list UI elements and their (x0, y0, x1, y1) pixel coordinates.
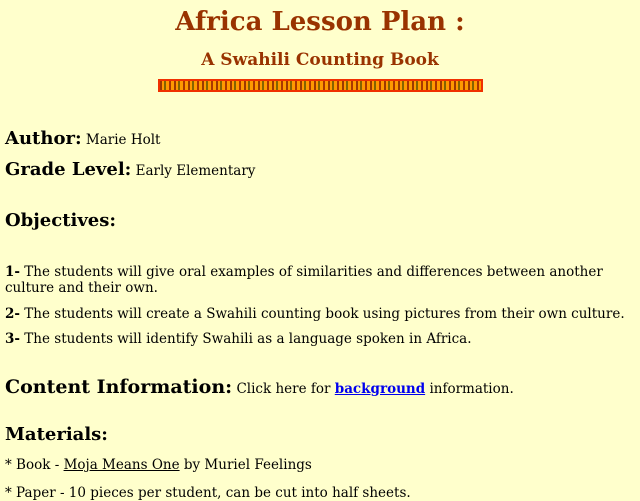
objectives-list (5, 264, 635, 348)
objective-item (5, 264, 635, 297)
objective-number: 2- (5, 305, 20, 322)
content-information-label: Content Information: (5, 375, 233, 398)
book-pre-text: * Book - (5, 456, 60, 473)
material-item-book (5, 457, 635, 473)
author-value: Marie Holt (85, 132, 161, 148)
objective-text: The students will create a Swahili counting book using pictures from their own culture. (24, 305, 625, 322)
objectives-heading: Objectives: (5, 210, 117, 231)
objective-text: The students will identify Swahili as a language spoken in Africa. (24, 331, 472, 348)
book-post-text: by Muriel Feelings (183, 456, 312, 473)
grade-level-value: Early Elementary (135, 163, 256, 179)
book-title: Moja Means One (63, 456, 180, 473)
content-information-post-text: information. (429, 380, 514, 397)
objective-number: 3- (5, 331, 20, 348)
material-item-paper: * Paper - 10 pieces per student, can be cut into half sheets. (5, 484, 411, 501)
content-information-line (5, 376, 635, 398)
author-line (5, 128, 635, 149)
content-information-pre-text: Click here for (236, 380, 331, 397)
grade-level-line (5, 159, 635, 180)
materials-heading: Materials: (5, 423, 108, 445)
objective-number: 1- (5, 264, 20, 280)
objective-text: The students will give oral examples of similarities and differences between another culture and their own. (5, 264, 603, 297)
page-title: Africa Lesson Plan : (175, 7, 465, 37)
lesson-plan-page (0, 7, 640, 501)
author-label: Author: (5, 128, 82, 149)
grade-level-label: Grade Level: (5, 159, 132, 180)
page-subtitle: A Swahili Counting Book (201, 50, 439, 70)
objective-item (5, 331, 635, 347)
background-link[interactable]: background (334, 380, 426, 397)
objective-item (5, 306, 635, 322)
ornamental-divider (158, 79, 483, 92)
